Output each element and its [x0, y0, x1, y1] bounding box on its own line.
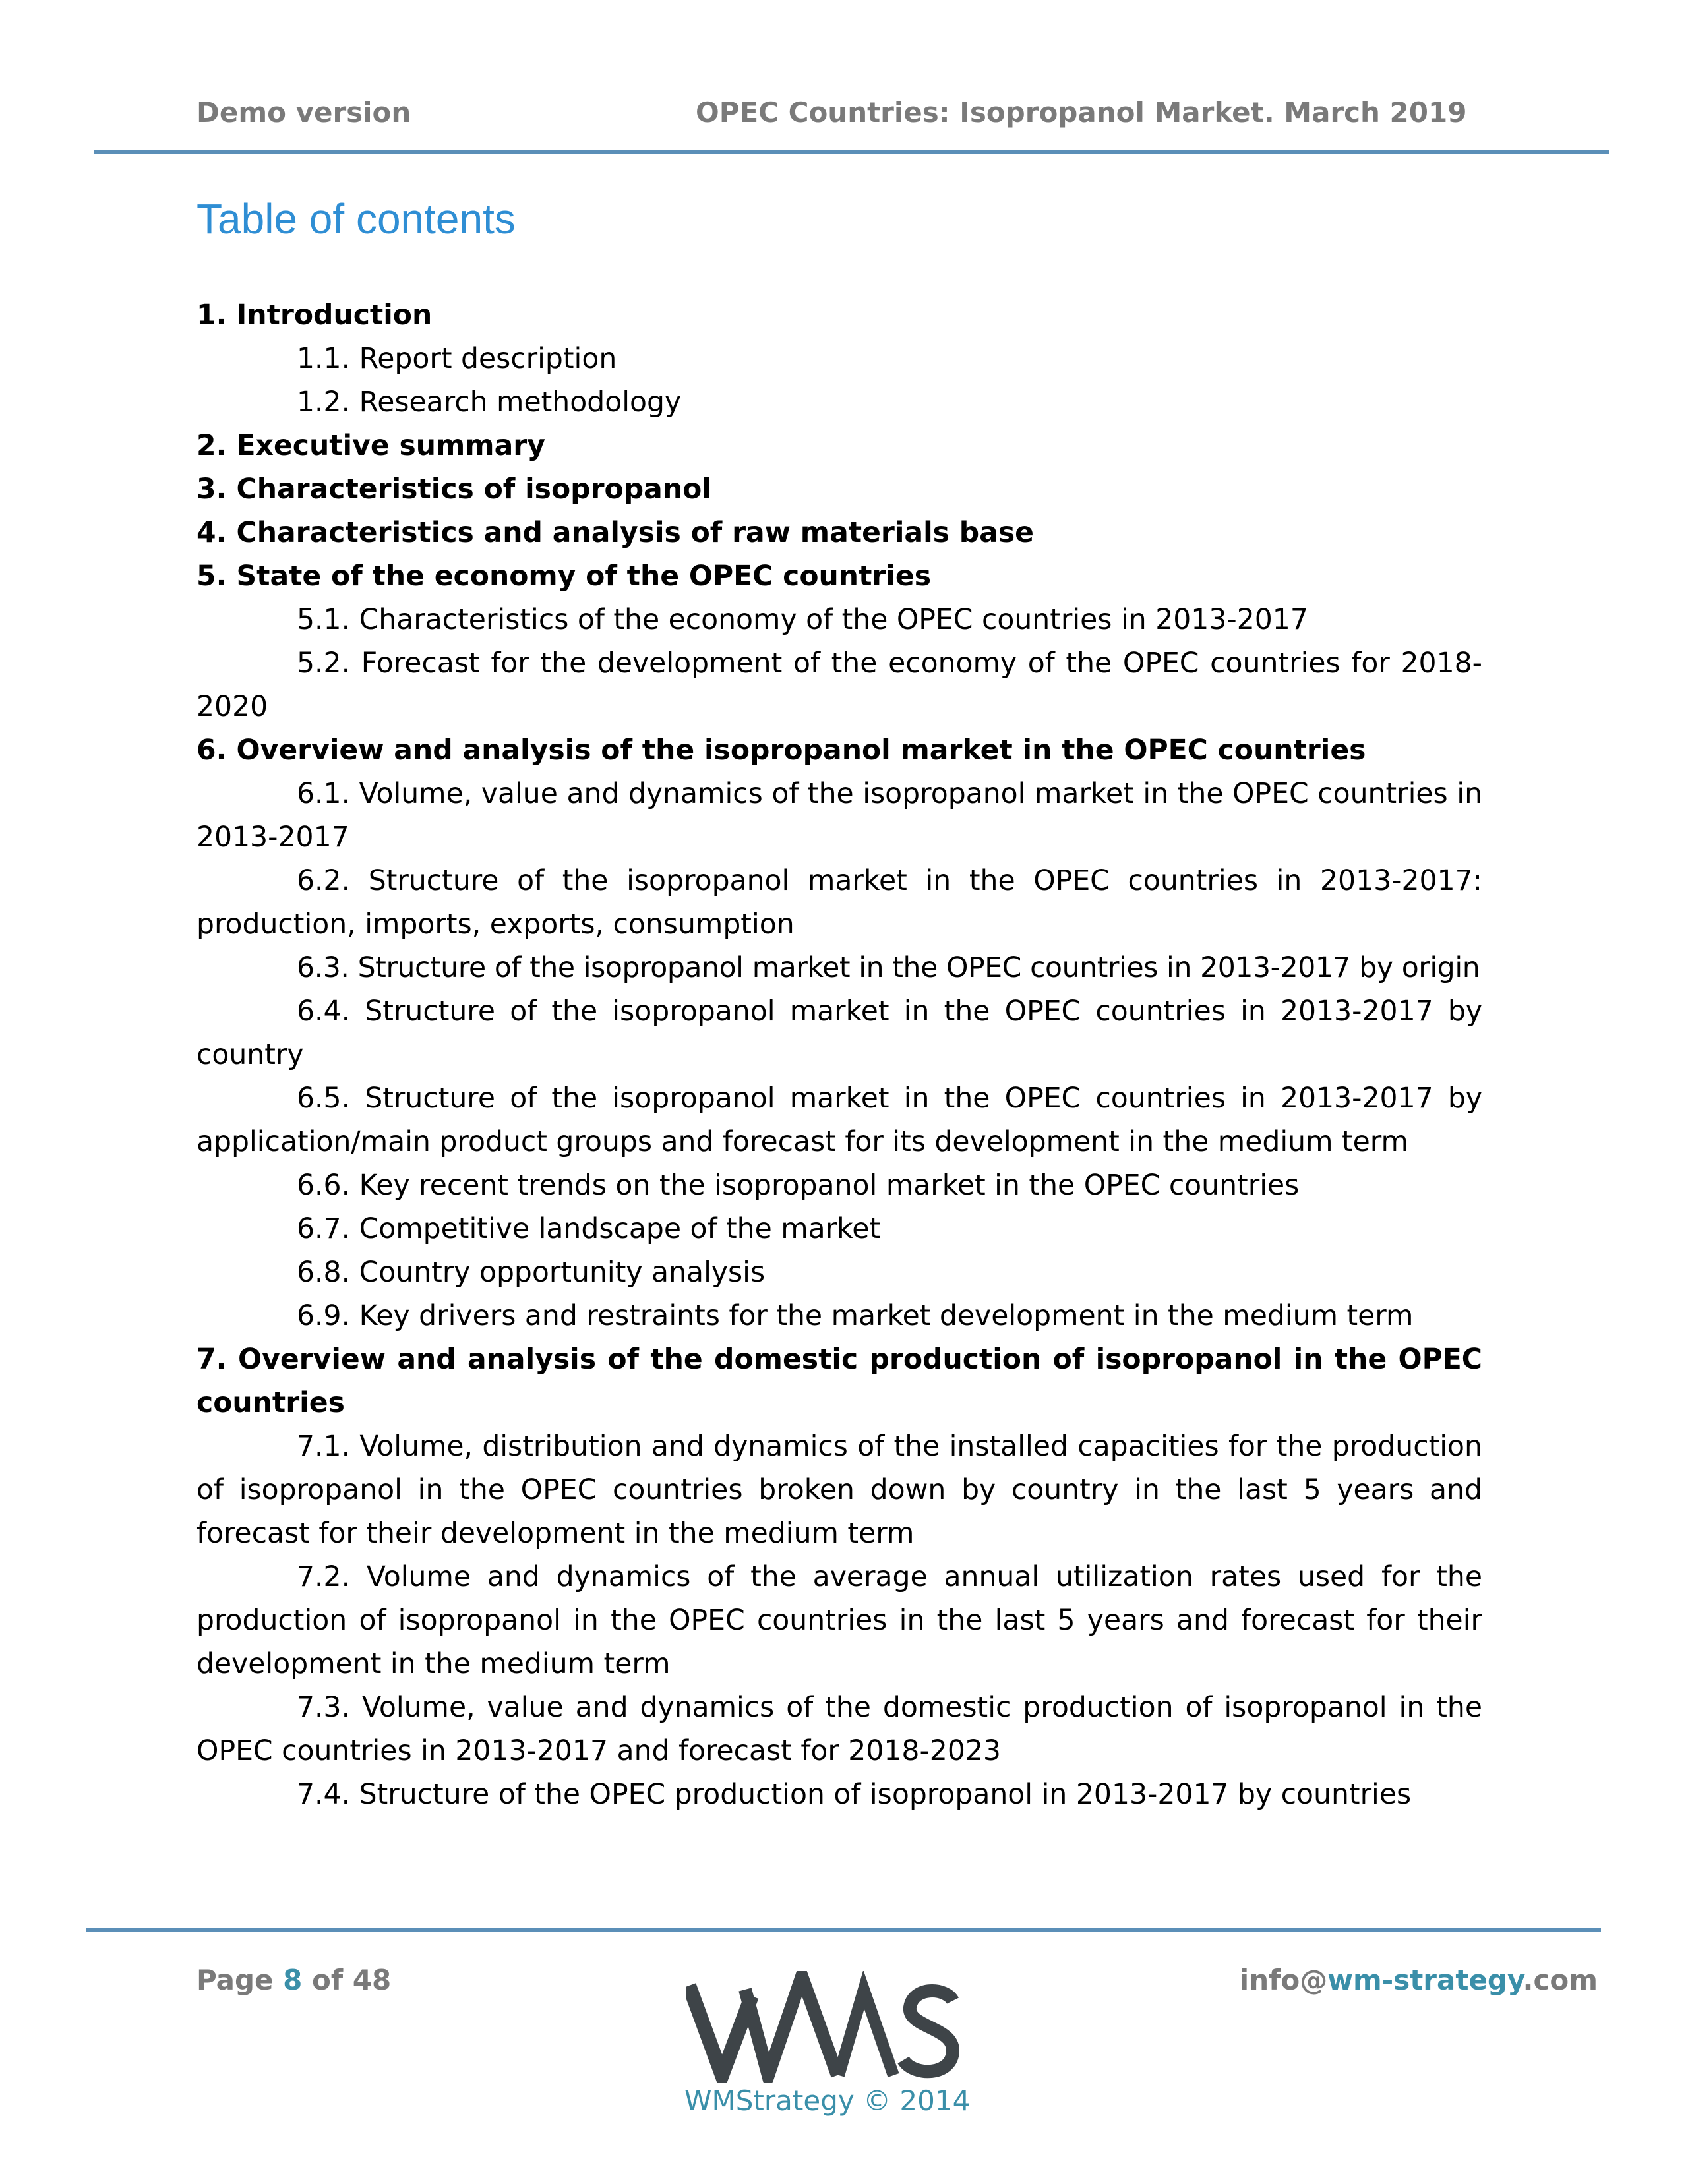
toc-subsection: 7.2. Volume and dynamics of the average annual utilization rates used for the production of isopropanol in the OPEC countries in the last 5 years and forecast for their development in the medium term: [196, 1561, 1482, 1680]
toc-section: 3. Characteristics of isopropanol: [196, 473, 711, 506]
contact-email: [1240, 1966, 1598, 1994]
toc-subsection: 6.2. Structure of the isopropanol market in the OPEC countries in 2013-2017: production, imports, exports, consumption: [196, 865, 1482, 941]
toc-subsection: 6.9. Key drivers and restraints for the market development in the medium term: [297, 1300, 1414, 1332]
toc-section: 5. State of the economy of the OPEC countries: [196, 560, 932, 593]
email-tld: .com: [1522, 1964, 1598, 1996]
toc-subsection: 5.2. Forecast for the development of the economy of the OPEC countries for 2018-2020: [196, 647, 1482, 723]
page-total: 48: [352, 1964, 392, 1996]
toc-section: 7. Overview and analysis of the domestic production of isopropanol in the OPEC countries: [196, 1343, 1482, 1419]
toc-subsection: 6.6. Key recent trends on the isopropanol market in the OPEC countries: [297, 1169, 1300, 1202]
toc-subsection: 6.4. Structure of the isopropanol market in the OPEC countries in 2013-2017 by country: [196, 995, 1482, 1071]
header-right-text: OPEC Countries: Isopropanol Market. March 2019: [696, 96, 1467, 129]
toc-section: 1. Introduction: [196, 299, 433, 332]
footer-rule: [86, 1928, 1601, 1932]
page-sep: of: [312, 1964, 344, 1996]
toc-subsection: 6.7. Competitive landscape of the market: [297, 1213, 881, 1245]
page-prefix: Page: [196, 1964, 274, 1996]
toc-subsection: 6.1. Volume, value and dynamics of the isopropanol market in the OPEC countries in 2013-2017: [196, 778, 1482, 854]
table-of-contents: [196, 294, 1482, 1817]
header-rule: [94, 150, 1609, 154]
email-domain: wm-strategy: [1327, 1964, 1523, 1996]
toc-subsection: 7.4. Structure of the OPEC production of isopropanol in 2013-2017 by countries: [297, 1779, 1412, 1811]
toc-section: 2. Executive summary: [196, 430, 545, 462]
email-user: info@: [1239, 1964, 1328, 1996]
toc-subsection: 6.5. Structure of the isopropanol market in the OPEC countries in 2013-2017 by application/main product groups and forecast for its development in the medium term: [196, 1082, 1482, 1158]
toc-subsection: 6.3. Structure of the isopropanol market in the OPEC countries in 2013-2017 by origin: [297, 952, 1480, 984]
toc-section: 6. Overview and analysis of the isopropanol market in the OPEC countries: [196, 734, 1366, 767]
toc-title: Table of contents: [196, 195, 516, 243]
toc-subsection: 7.1. Volume, distribution and dynamics of the installed capacities for the production of isopropanol in the OPEC countries broken down by country in the last 5 years and forecast for their development in the medium term: [196, 1431, 1482, 1550]
page-current: 8: [283, 1964, 303, 1996]
wms-logo: [686, 1971, 963, 2083]
toc-subsection: 5.1. Characteristics of the economy of the OPEC countries in 2013-2017: [297, 604, 1308, 636]
toc-subsection: 1.2. Research methodology: [297, 386, 682, 419]
toc-section: 4. Characteristics and analysis of raw materials base: [196, 517, 1034, 549]
header-left-text: Demo version: [196, 96, 411, 129]
toc-subsection: 1.1. Report description: [297, 343, 617, 375]
copyright: WMStrategy © 2014: [684, 2084, 971, 2117]
toc-subsection: 6.8. Country opportunity analysis: [297, 1256, 766, 1289]
toc-subsection: 7.3. Volume, value and dynamics of the domestic production of isopropanol in the OPEC countries in 2013-2017 and forecast for 2018-2023: [196, 1692, 1482, 1767]
page-number: [196, 1966, 391, 1994]
